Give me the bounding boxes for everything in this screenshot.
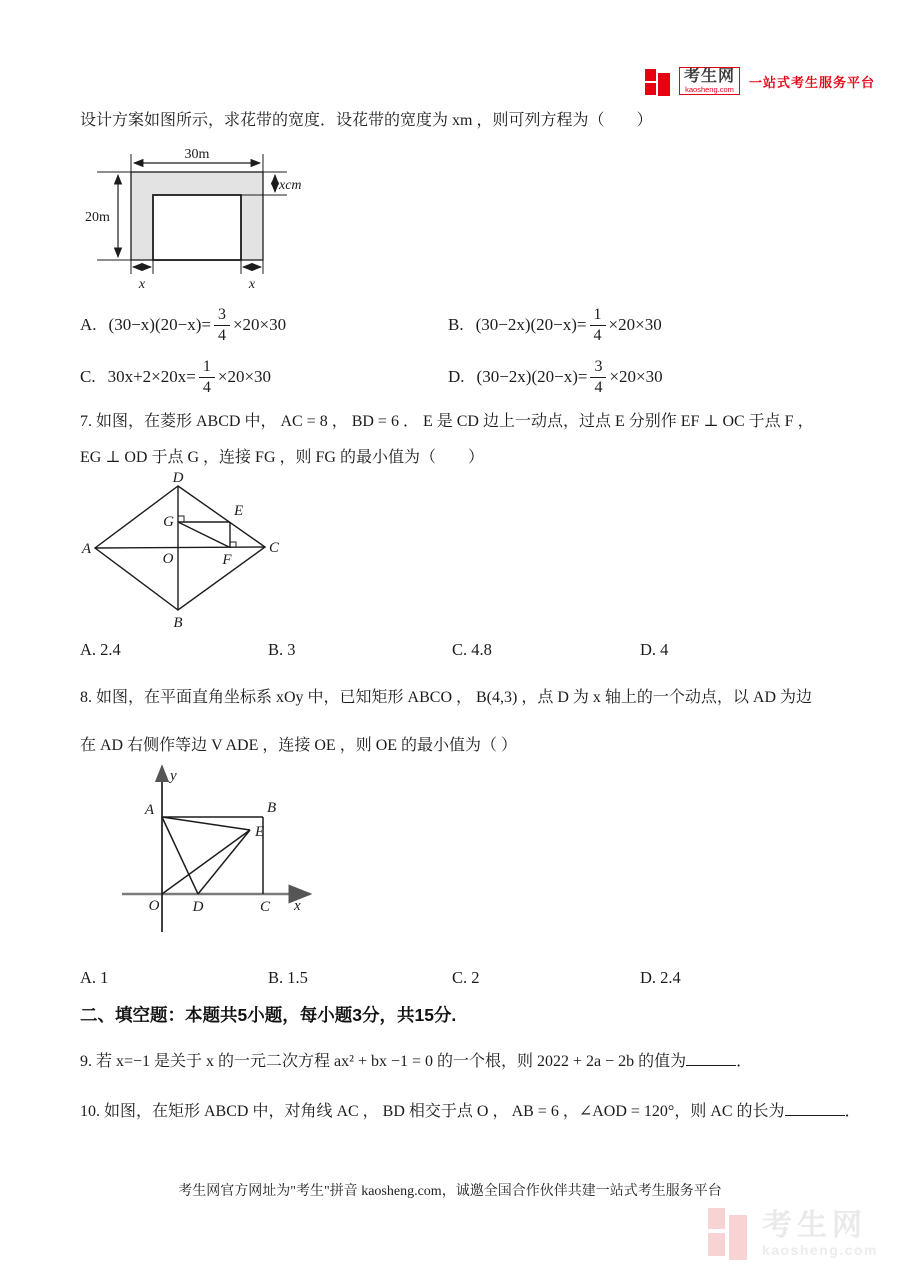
q9-stem (80, 1048, 752, 1071)
point-label-O: O (148, 898, 160, 914)
fraction-denominator: 4 (594, 378, 603, 396)
watermark-block (729, 1215, 747, 1260)
watermark-block (708, 1208, 725, 1229)
point-label-D: D (192, 899, 204, 915)
q7-figure (78, 472, 288, 639)
segment-AE (162, 817, 250, 830)
flowerbed-diagram (85, 146, 330, 294)
q9-period: ． (736, 1053, 753, 1070)
q6-option-b (448, 302, 662, 348)
fraction-denominator: 4 (202, 378, 211, 396)
q7-option-b: B. 3 (268, 640, 296, 659)
q8-stem-line1: 8. 如图，在平面直角坐标系 xOy 中，已知矩形 ABCO ， B(4,3) ，点 D 为 x 轴上的一个动点，以 AD 为边 (80, 689, 813, 706)
axis-label-y: y (170, 768, 177, 784)
segment-AD (162, 817, 198, 894)
footer-text: 考生网官方网址为"考生"拼音 kaosheng.com，诚邀全国合作伙伴共建一站式考生服务平台 (178, 1184, 722, 1199)
q6-option-a (80, 302, 286, 348)
point-label-A: A (81, 541, 91, 557)
fraction-numerator: 1 (590, 306, 606, 326)
point-label-G: G (163, 514, 174, 530)
section2-title: 二、填空题：本题共5小题，每小题3分，共15分. (80, 1005, 457, 1025)
axis-label-x: x (294, 898, 301, 914)
q9-answer-blank (686, 1051, 736, 1066)
option-label: C. (80, 367, 96, 386)
fraction (590, 358, 606, 396)
option-math-rhs: ×20×30 (609, 367, 663, 386)
fraction-denominator: 4 (593, 326, 602, 344)
q10-answer-blank (785, 1101, 845, 1116)
q10-text: 10. 如图，在矩形 ABCD 中，对角线 AC ， BD 相交于点 O ， AB = 6 ，∠AOD = 120°，则 AC 的长为 (80, 1103, 785, 1120)
logo-block (645, 69, 656, 81)
kaosheng-logo (645, 66, 875, 96)
q7-option-c: C. 4.8 (452, 640, 492, 659)
q6-option-d (448, 354, 663, 400)
logo-tagline: 一站式考生服务平台 (749, 74, 876, 90)
dim-label-20m: 20m (85, 210, 110, 225)
option-label: B. (448, 315, 464, 334)
dim-label-xcm: xcm (279, 178, 302, 193)
watermark-logo-icon (708, 1206, 754, 1262)
logo-domain-text: kaosheng.com (685, 84, 734, 94)
q7-option-d: D. 4 (640, 640, 669, 659)
logo-brand-box (679, 67, 740, 95)
option-math-lhs: (30−2x)(20−x)= (476, 367, 588, 386)
q8-figure (118, 756, 343, 946)
fraction-denominator: 4 (217, 326, 226, 344)
kaosheng-watermark (708, 1206, 878, 1262)
dim-label-x-right: x (248, 277, 256, 292)
watermark-block (708, 1233, 725, 1256)
q6-figure (85, 146, 330, 299)
q8-option-c: C. 2 (452, 968, 480, 987)
watermark-text (762, 1210, 878, 1258)
point-label-O: O (162, 551, 174, 567)
point-label-F: F (222, 552, 232, 568)
coordinate-diagram (118, 756, 343, 941)
point-label-C: C (259, 899, 271, 915)
q8-option-a: A. 1 (80, 968, 109, 987)
q7-stem-line1: 7. 如图，在菱形 ABCD 中， AC = 8 ， BD = 6 ． E 是 CD 边上一动点，过点 E 分别作 EF ⊥ OC 于点 F ， (80, 413, 814, 430)
option-math-rhs: ×20×30 (232, 315, 287, 334)
q9-text: 9. 若 x=−1 是关于 x 的一元二次方程 ax² + bx −1 = 0 的一个根，则 2022 + 2a − 2b 的值为 (80, 1053, 687, 1070)
option-math-lhs: (30−2x)(20−x)= (475, 315, 587, 334)
point-label-B: B (173, 615, 183, 631)
point-label-E: E (255, 824, 265, 840)
point-label-E: E (234, 503, 244, 519)
option-math-rhs: ×20×30 (217, 367, 272, 386)
option-math-rhs: ×20×30 (608, 315, 662, 334)
q8-stem-line2: 在 AD 右侧作等边 V ADE ，连接 OE ，则 OE 的最小值为（ ） (80, 737, 518, 754)
logo-brand-text: 考生网 (684, 67, 736, 85)
fraction (199, 358, 215, 396)
diagonal-AC (95, 547, 265, 548)
point-label-C: C (269, 540, 280, 556)
fraction-numerator: 1 (199, 358, 215, 378)
watermark-brand: 考生网 (761, 1209, 867, 1243)
fraction-numerator: 3 (590, 358, 606, 378)
segment-GF (178, 522, 230, 548)
logo-block (645, 83, 656, 95)
option-math-lhs: (30−x)(20−x)= (108, 315, 211, 334)
fraction-numerator: 3 (214, 306, 230, 326)
dim-label-x-left: x (138, 277, 146, 292)
logo-block (658, 73, 670, 96)
q8-option-b: B. 1.5 (268, 968, 308, 987)
watermark-domain: kaosheng.com (761, 1241, 878, 1258)
q7-option-a: A. 2.4 (80, 640, 121, 659)
fraction (214, 306, 230, 344)
option-label: D. (448, 367, 465, 386)
q7-stem-line2: EG ⊥ OD 于点 G ，连接 FG ，则 FG 的最小值为（ ） (80, 449, 484, 466)
q6-stem: 设计方案如图所示，求花带的宽度．设花带的宽度为 xm ，则可列方程为（ ） (80, 112, 653, 129)
right-angle-mark-G (178, 516, 184, 522)
fraction (590, 306, 606, 344)
point-label-A: A (144, 802, 154, 818)
point-label-D: D (172, 472, 184, 486)
inner-rect (153, 195, 241, 260)
q10-stem (80, 1098, 861, 1121)
option-label: A. (80, 315, 97, 334)
kaosheng-logo-icon (645, 66, 675, 96)
option-math-lhs: 30x+2×20x= (107, 367, 196, 386)
point-label-B: B (267, 800, 277, 816)
rhombus-diagram (78, 472, 288, 634)
q6-option-c (80, 354, 271, 400)
dim-label-30m: 30m (184, 147, 210, 162)
q10-period: ． (844, 1103, 861, 1120)
q8-option-d: D. 2.4 (640, 968, 681, 987)
